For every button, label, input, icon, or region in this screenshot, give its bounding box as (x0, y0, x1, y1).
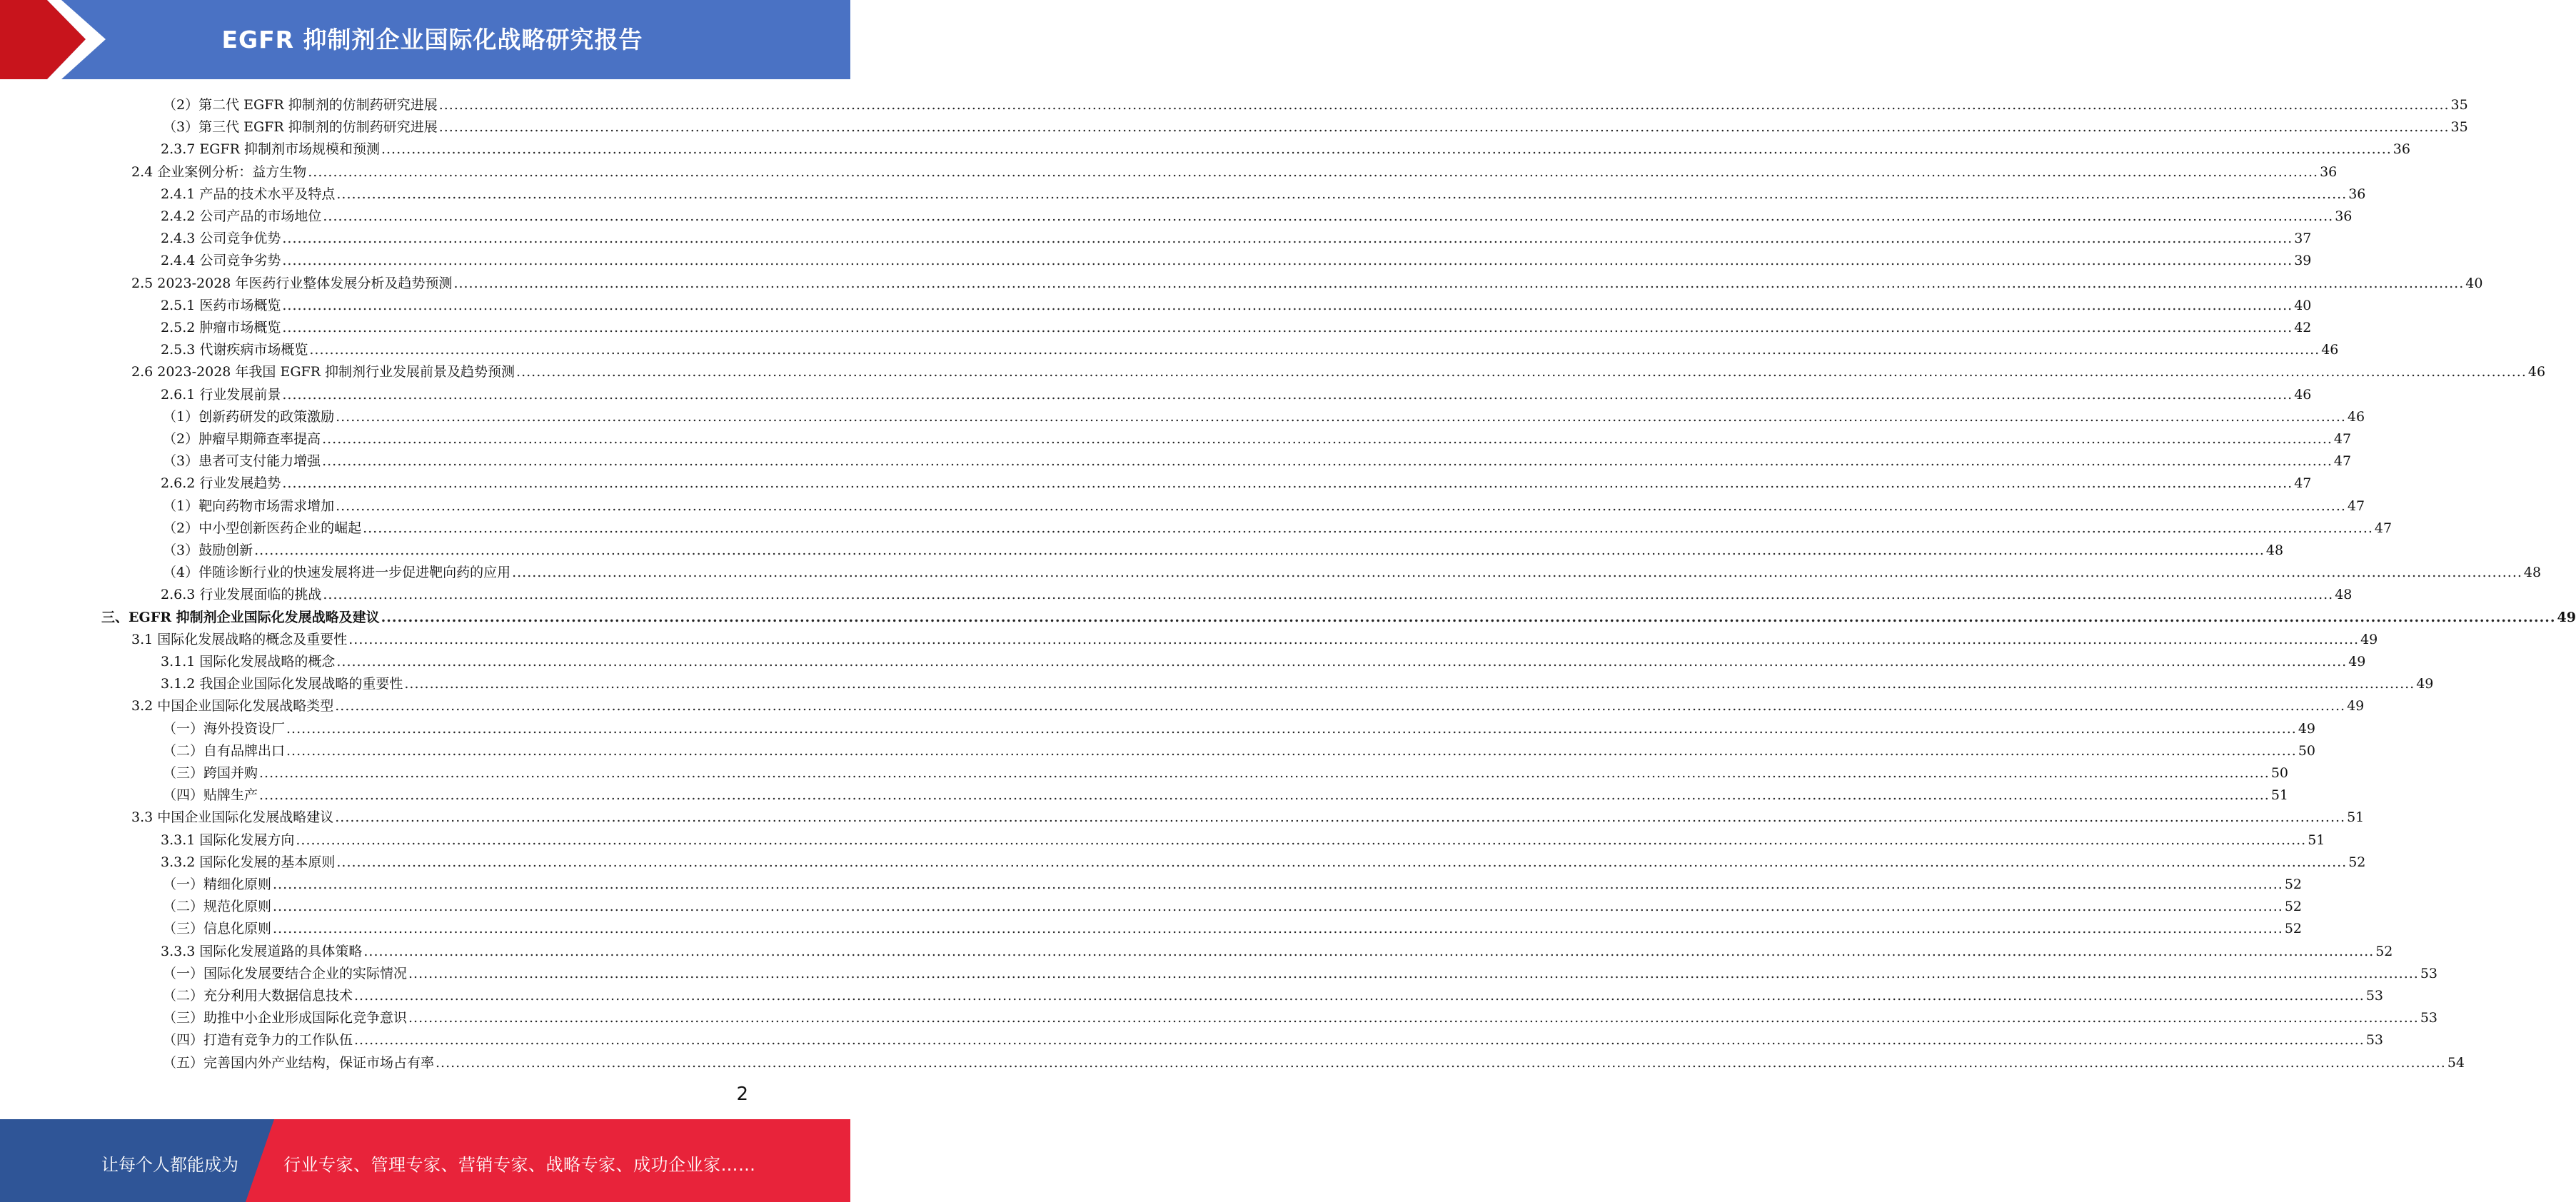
toc-dot-leader: ................................................................................................................................................................................................................................................................................................................................................................................................................ (282, 231, 2293, 247)
toc-dot-leader: ................................................................................................................................................................................................................................................................................................................................................................................................................ (354, 988, 2365, 1004)
toc-dot-leader: ................................................................................................................................................................................................................................................................................................................................................................................................................ (408, 965, 2419, 981)
toc-dot-leader: ................................................................................................................................................................................................................................................................................................................................................................................................................ (438, 97, 2450, 113)
toc-entry-label: 2.5 2023-2028 年医药行业整体发展分析及趋势预测 (131, 275, 453, 291)
toc-entry-page: 47 (2374, 520, 2393, 536)
toc-entry-label: （4）伴随诊断行业的快速发展将进一步促进靶向药的应用 (163, 565, 511, 581)
toc-entry-page: 54 (2447, 1054, 2465, 1071)
toc-dot-leader: ................................................................................................................................................................................................................................................................................................................................................................................................................ (336, 408, 2346, 425)
toc-entry-page: 39 (2294, 253, 2312, 269)
toc-entry-page: 52 (2284, 877, 2303, 892)
toc-entry[interactable] (161, 314, 2312, 336)
toc-entry-page: 46 (2347, 408, 2365, 425)
toc-dot-leader: ................................................................................................................................................................................................................................................................................................................................................................................................................ (282, 320, 2293, 335)
toc-entry-label: 2.4.1 产品的技术水平及特点 (161, 186, 336, 202)
toc-dot-leader: ................................................................................................................................................................................................................................................................................................................................................................................................................ (438, 119, 2450, 136)
toc-entry-label: （三）助推中小企业形成国际化竞争意识 (163, 1010, 408, 1026)
toc-entry[interactable] (163, 91, 2468, 113)
toc-dot-leader: ................................................................................................................................................................................................................................................................................................................................................................................................................ (336, 654, 2348, 670)
toc-entry-label: （2）中小型创新医药企业的崛起 (163, 520, 362, 536)
toc-entry[interactable] (131, 158, 2338, 181)
toc-entry-page: 52 (2375, 943, 2393, 959)
toc-dot-leader: ................................................................................................................................................................................................................................................................................................................................................................................................................ (404, 676, 2415, 692)
toc-entry-label: 2.5.2 肿瘤市场概览 (161, 320, 281, 335)
toc-entry-label: （四）打造有竞争力的工作队伍 (163, 1032, 353, 1049)
toc-entry[interactable] (161, 938, 2393, 960)
toc-dot-leader: ................................................................................................................................................................................................................................................................................................................................................................................................................ (335, 698, 2346, 714)
toc-entry-label: 2.4.3 公司竞争优势 (161, 231, 281, 247)
toc-entry-page: 37 (2294, 231, 2312, 247)
toc-entry-label: （二）规范化原则 (163, 899, 272, 915)
toc-entry-page: 52 (2284, 899, 2303, 915)
toc-entry[interactable] (163, 425, 2352, 448)
toc-dot-leader: ................................................................................................................................................................................................................................................................................................................................................................................................................ (259, 765, 2270, 781)
toc-dot-leader: ................................................................................................................................................................................................................................................................................................................................................................................................................ (309, 342, 2320, 358)
toc-entry-label: 2.4.4 公司竞争劣势 (161, 253, 281, 269)
toc-entry-label: （三）信息化原则 (163, 921, 272, 937)
toc-entry[interactable] (163, 960, 2438, 982)
toc-entry-label: （3）鼓励创新 (163, 542, 253, 558)
toc-entry-page: 48 (2523, 565, 2542, 581)
toc-dot-leader: ................................................................................................................................................................................................................................................................................................................................................................................................................ (512, 565, 2522, 581)
toc-dot-leader: ................................................................................................................................................................................................................................................................................................................................................................................................................ (336, 186, 2348, 202)
toc-entry-page: 51 (2347, 809, 2365, 826)
toc-entry-label: 2.6.3 行业发展面临的挑战 (161, 587, 322, 603)
toc-entry[interactable] (161, 849, 2366, 871)
toc-dot-leader: ................................................................................................................................................................................................................................................................................................................................................................................................................ (308, 163, 2319, 180)
toc-entry-page: 53 (2420, 965, 2438, 981)
toc-entry[interactable] (163, 493, 2365, 515)
toc-entry[interactable] (161, 336, 2339, 358)
toc-dot-leader: ................................................................................................................................................................................................................................................................................................................................................................................................................ (296, 832, 2307, 848)
toc-entry-page: 49 (2360, 631, 2378, 647)
toc-entry-page: 35 (2450, 97, 2468, 113)
toc-dot-leader: ................................................................................................................................................................................................................................................................................................................................................................................................................ (273, 899, 2283, 915)
toc-entry-label: （一）海外投资设厂 (163, 720, 286, 737)
toc-entry-page: 48 (2265, 542, 2284, 558)
toc-entry-label: 2.5.1 医药市场概览 (161, 297, 281, 313)
toc-entry[interactable] (163, 515, 2393, 537)
toc-entry-page: 53 (2365, 988, 2384, 1004)
toc-entry[interactable] (163, 915, 2303, 937)
toc-entry[interactable] (161, 247, 2312, 269)
toc-entry-label: 3.3 中国企业国际化发展战略建议 (131, 809, 334, 826)
toc-dot-leader: ................................................................................................................................................................................................................................................................................................................................................................................................................ (453, 275, 2465, 291)
toc-entry-page: 47 (2294, 475, 2312, 492)
toc-entry[interactable] (163, 871, 2303, 893)
toc-entry[interactable] (163, 893, 2303, 915)
toc-entry-label: （3）患者可支付能力增强 (163, 453, 321, 470)
toc-entry[interactable] (161, 181, 2366, 203)
toc-entry[interactable] (163, 559, 2542, 581)
toc-dot-leader: ................................................................................................................................................................................................................................................................................................................................................................................................................ (323, 208, 2334, 224)
toc-entry-page: 51 (2308, 832, 2325, 848)
toc-entry-label: 2.4.2 公司产品的市场地位 (161, 208, 322, 224)
toc-dot-leader: ................................................................................................................................................................................................................................................................................................................................................................................................................ (282, 253, 2293, 269)
toc-entry[interactable] (161, 670, 2434, 692)
toc-entry-label: 3.1.2 我国企业国际化发展战略的重要性 (161, 676, 403, 692)
toc-entry-page: 47 (2347, 498, 2365, 514)
toc-entry-page: 36 (2335, 208, 2353, 224)
toc-dot-leader: ................................................................................................................................................................................................................................................................................................................................................................................................................ (323, 587, 2334, 603)
toc-dot-leader: ................................................................................................................................................................................................................................................................................................................................................................................................................ (273, 877, 2283, 892)
toc-entry-page: 42 (2294, 320, 2312, 335)
toc-entry[interactable] (161, 470, 2312, 492)
toc-entry[interactable] (131, 692, 2365, 714)
toc-entry-page: 46 (2527, 364, 2546, 380)
toc-dot-leader: ................................................................................................................................................................................................................................................................................................................................................................................................................ (282, 297, 2293, 313)
report-title: EGFR 抑制剂企业国际化战略研究报告 (221, 26, 643, 54)
toc-entry[interactable] (161, 225, 2312, 247)
toc-entry[interactable] (163, 982, 2384, 1004)
toc-entry-label: 3.3.1 国际化发展方向 (161, 832, 295, 848)
toc-dot-leader: ................................................................................................................................................................................................................................................................................................................................................................................................................ (282, 475, 2293, 492)
toc-dot-leader: ................................................................................................................................................................................................................................................................................................................................................................................................................ (282, 386, 2293, 403)
toc-dot-leader: ................................................................................................................................................................................................................................................................................................................................................................................................................ (286, 742, 2297, 759)
toc-entry[interactable] (163, 715, 2316, 737)
toc-entry-label: （1）创新药研发的政策激励 (163, 408, 335, 425)
toc-dot-leader: ................................................................................................................................................................................................................................................................................................................................................................................................................ (335, 809, 2346, 826)
toc-entry-label: （五）完善国内外产业结构，保证市场占有率 (163, 1054, 435, 1071)
toc-entry[interactable] (163, 1004, 2438, 1026)
toc-dot-leader: ................................................................................................................................................................................................................................................................................................................................................................................................................ (381, 609, 2556, 625)
toc-dot-leader: ................................................................................................................................................................................................................................................................................................................................................................................................................ (516, 364, 2527, 380)
toc-entry-page: 51 (2270, 787, 2289, 804)
toc-entry-page: 49 (2347, 698, 2365, 714)
toc-entry[interactable] (161, 827, 2325, 849)
toc-entry[interactable] (161, 203, 2353, 225)
toc-dot-leader: ................................................................................................................................................................................................................................................................................................................................................................................................................ (322, 431, 2333, 447)
page-number: 2 (736, 1084, 748, 1105)
toc-entry-label: 2.3.7 EGFR 抑制剂市场规模和预测 (161, 141, 380, 158)
toc-entry[interactable] (163, 782, 2289, 804)
toc-entry-label: 2.4 企业案例分析：益方生物 (131, 163, 307, 180)
toc-dot-leader: ................................................................................................................................................................................................................................................................................................................................................................................................................ (436, 1054, 2446, 1071)
toc-entry-page: 50 (2270, 765, 2289, 781)
toc-entry-page: 46 (2294, 386, 2312, 403)
toc-entry-page: 48 (2335, 587, 2353, 603)
header-banner (0, 0, 850, 79)
toc-entry-label: （1）靶向药物市场需求增加 (163, 498, 335, 514)
toc-entry-page: 36 (2320, 163, 2338, 180)
toc-entry-label: 2.5.3 代谢疾病市场概览 (161, 342, 308, 358)
toc-entry-label: 3.3.3 国际化发展道路的具体策略 (161, 943, 363, 959)
footer-slogan-right: 行业专家、管理专家、营销专家、战略专家、成功企业家…… (283, 1155, 756, 1175)
toc-dot-leader: ................................................................................................................................................................................................................................................................................................................................................................................................................ (363, 943, 2375, 959)
toc-entry[interactable] (131, 626, 2378, 648)
toc-entry-label: （二）自有品牌出口 (163, 742, 286, 759)
footer-slogan-left: 让每个人都能成为 (101, 1155, 238, 1175)
toc-entry[interactable] (161, 136, 2410, 158)
toc-entry[interactable] (163, 537, 2284, 559)
footer-banner (0, 1119, 850, 1202)
toc-dot-leader: ................................................................................................................................................................................................................................................................................................................................................................................................................ (348, 631, 2360, 647)
toc-entry-label: （2）第二代 EGFR 抑制剂的仿制药研究进展 (163, 97, 438, 113)
toc-entry-page: 49 (2557, 609, 2576, 625)
toc-entry-page: 47 (2333, 431, 2352, 447)
toc-entry[interactable] (131, 358, 2546, 380)
toc-dot-leader: ................................................................................................................................................................................................................................................................................................................................................................................................................ (322, 453, 2333, 470)
toc-entry-label: 3.1.1 国际化发展战略的概念 (161, 654, 336, 670)
toc-dot-leader: ................................................................................................................................................................................................................................................................................................................................................................................................................ (354, 1032, 2365, 1049)
toc-entry-page: 35 (2450, 119, 2468, 136)
toc-entry-page: 49 (2298, 720, 2316, 737)
toc-entry[interactable] (163, 1026, 2384, 1049)
toc-dot-leader: ................................................................................................................................................................................................................................................................................................................................................................................................................ (259, 787, 2270, 804)
toc-entry-page: 46 (2321, 342, 2339, 358)
toc-entry[interactable] (163, 403, 2365, 425)
toc-entry[interactable] (163, 759, 2289, 782)
toc-entry-page: 53 (2420, 1010, 2438, 1026)
toc-entry-page: 49 (2348, 654, 2366, 670)
toc-entry-label: 2.6 2023-2028 年我国 EGFR 抑制剂行业发展前景及趋势预测 (131, 364, 515, 380)
toc-dot-leader: ................................................................................................................................................................................................................................................................................................................................................................................................................ (273, 921, 2283, 937)
toc-entry-label: 三、EGFR 抑制剂企业国际化发展战略及建议 (101, 609, 380, 625)
toc-entry[interactable] (163, 1049, 2465, 1071)
toc-entry[interactable] (163, 448, 2352, 470)
toc-entry[interactable] (101, 604, 2576, 626)
toc-entry[interactable] (161, 581, 2353, 603)
toc-entry-label: 2.6.2 行业发展趋势 (161, 475, 281, 492)
toc-entry-page: 40 (2465, 275, 2483, 291)
toc-entry-label: （2）肿瘤早期筛查率提高 (163, 431, 321, 447)
toc-entry-page: 36 (2348, 186, 2366, 202)
toc-entry[interactable] (161, 648, 2366, 670)
toc-entry-label: （三）跨国并购 (163, 765, 258, 781)
toc-entry[interactable] (163, 113, 2468, 136)
toc-entry-page: 52 (2348, 854, 2366, 870)
toc-entry[interactable] (161, 292, 2312, 314)
toc-entry-label: 2.6.1 行业发展前景 (161, 386, 281, 403)
toc-entry[interactable] (163, 737, 2316, 759)
toc-entry-page: 50 (2298, 742, 2316, 759)
toc-entry-page: 53 (2365, 1032, 2384, 1049)
toc-dot-leader: ................................................................................................................................................................................................................................................................................................................................................................................................................ (381, 141, 2392, 158)
toc-entry-page: 47 (2333, 453, 2352, 470)
toc-entry-page: 36 (2393, 141, 2410, 158)
toc-dot-leader: ................................................................................................................................................................................................................................................................................................................................................................................................................ (336, 498, 2346, 514)
toc-entry-label: 3.3.2 国际化发展的基本原则 (161, 854, 336, 870)
toc-entry-label: （二）充分利用大数据信息技术 (163, 988, 353, 1004)
toc-entry-label: 3.2 中国企业国际化发展战略类型 (131, 698, 334, 714)
toc-entry[interactable] (161, 381, 2312, 403)
toc-entry-label: （一）国际化发展要结合企业的实际情况 (163, 965, 408, 981)
toc-entry-page: 49 (2416, 676, 2434, 692)
toc-entry[interactable] (131, 270, 2483, 292)
toc-dot-leader: ................................................................................................................................................................................................................................................................................................................................................................................................................ (408, 1010, 2419, 1026)
toc-entry-label: （3）第三代 EGFR 抑制剂的仿制药研究进展 (163, 119, 438, 136)
toc-dot-leader: ................................................................................................................................................................................................................................................................................................................................................................................................................ (336, 854, 2348, 870)
toc-entry-page: 40 (2294, 297, 2312, 313)
toc-entry-label: （一）精细化原则 (163, 877, 272, 892)
toc-entry-page: 52 (2284, 921, 2303, 937)
toc-entry-label: 3.1 国际化发展战略的概念及重要性 (131, 631, 348, 647)
toc-entry-label: （四）贴牌生产 (163, 787, 258, 804)
toc-entry[interactable] (131, 804, 2365, 826)
toc-dot-leader: ................................................................................................................................................................................................................................................................................................................................................................................................................ (363, 520, 2373, 536)
toc-dot-leader: ................................................................................................................................................................................................................................................................................................................................................................................................................ (254, 542, 2265, 558)
toc-dot-leader: ................................................................................................................................................................................................................................................................................................................................................................................................................ (286, 720, 2297, 737)
